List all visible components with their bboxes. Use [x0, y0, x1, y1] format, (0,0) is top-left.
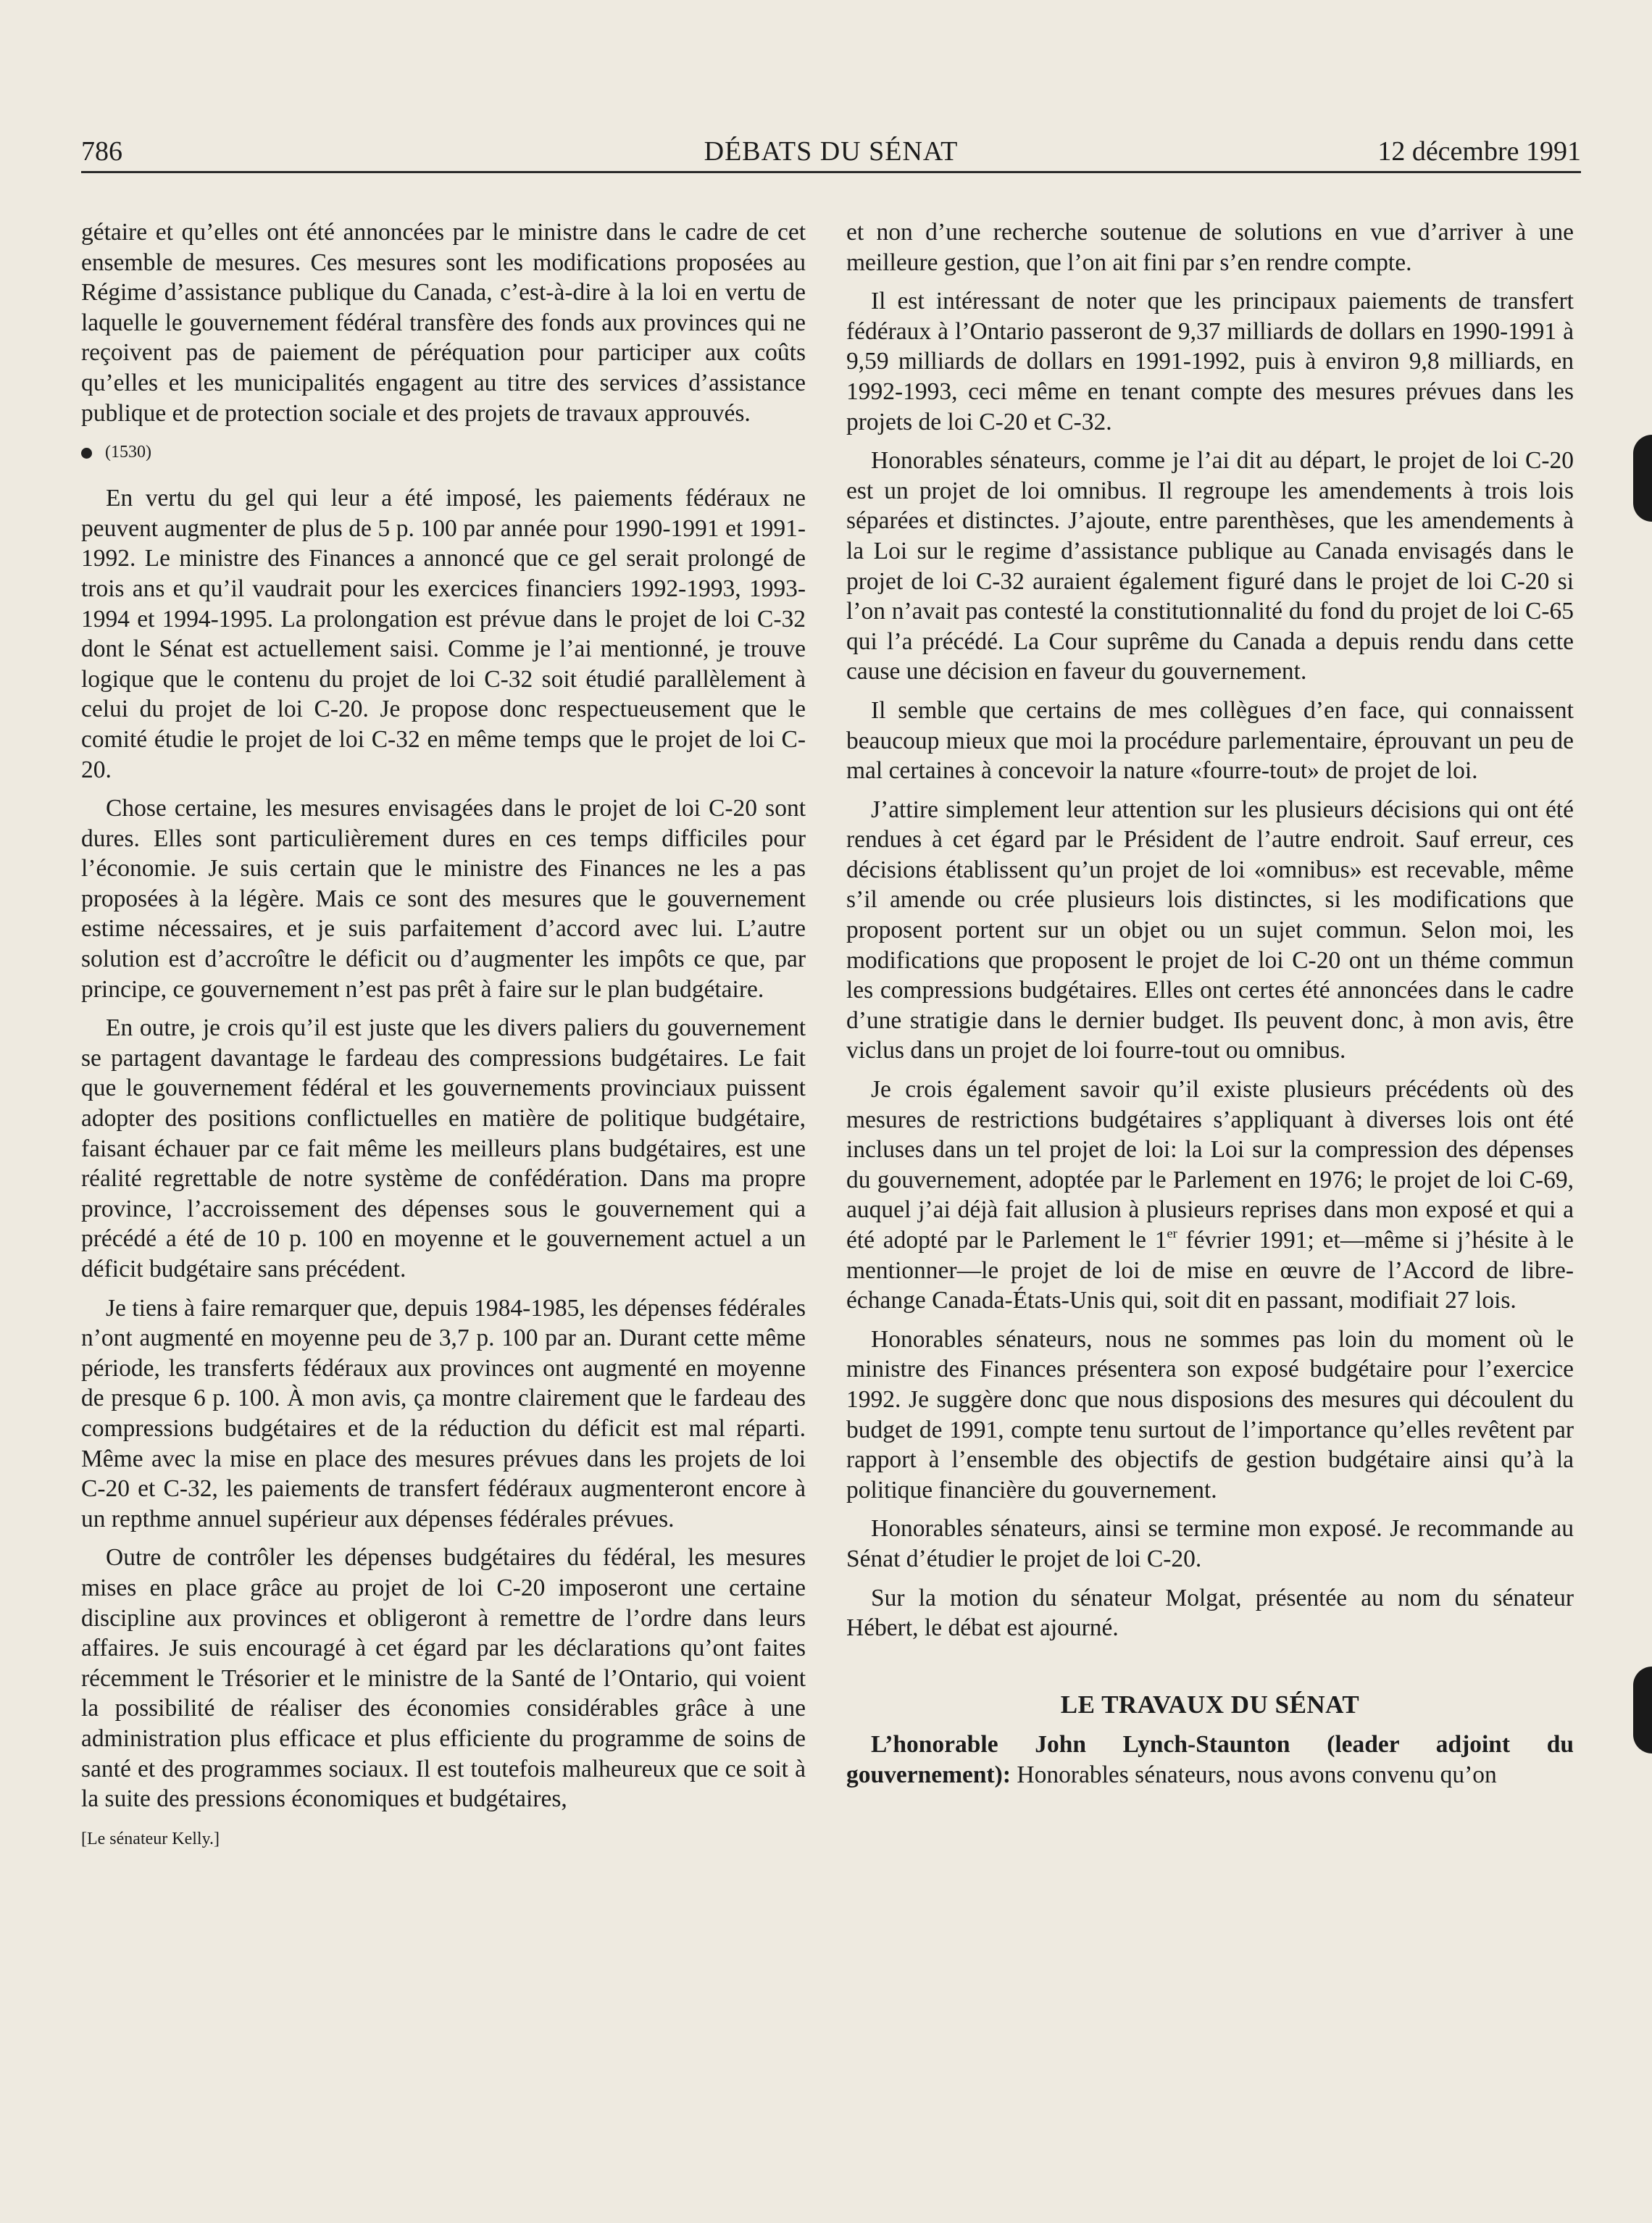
superscript: er [1167, 1226, 1177, 1241]
paragraph: Honorables sénateurs, nous ne sommes pas loin du moment où le ministre des Finances présentera son exposé budgétaire pour l’exercice 1992. Je suggère donc que nous disposions des mesures qui découlent du budget de 1991, compte tenu surtout de l’importance qu’elles revêtent par rapport à l’ensemble des objectifs de gestion budgétaire ainsi qu’à la politique financière du gouvernement. [846, 1325, 1574, 1503]
paragraph: Il est intéressant de noter que les principaux paiements de transfert fédéraux à l’Ontario passeront de 9,37 milliards de dollars en 1990-1991 à 9,59 milliards de dollars en 1991-1992, puis à environ 9,8 milliards, en 1992-1993, ceci même en tenant compte des mesures prévues dans les projets de loi C-20 et C-32. [846, 288, 1574, 435]
paragraph-text: Honorables sénateurs, nous avons convenu qu’on [1011, 1761, 1497, 1788]
paragraph: Outre de contrôler les dépenses budgétaires du fédéral, les mesures mises en place grâce au projet de loi C-20 imposeront une certaine discipline aux provinces et obligeront à remettre de l’ordre dans leurs affaires. Je suis encouragé à cet égard par les déclarations qu’ont faites récemment le Trésorier et le ministre de la Santé de l’Ontario, qui voient la possibilité de réaliser des économies considérables grâce à une administration plus efficace et plus efficiente du programme de soins de santé et des programmes sociaux. Il est toutefois malheureux que ce soit à la suite des pressions économiques et budgétaires, [81, 1544, 806, 1813]
paragraph: En vertu du gel qui leur a été imposé, les paiements fédéraux ne peuvent augmenter de plus de 5 p. 100 par année pour 1990-1991 et 1991-1992. Le ministre des Finances a annoncé que ce gel serait prolongé de trois ans et qu’il vaudrait pour les exercices financiers 1992-1993, 1993-1994 et 1994-1995. La prolongation est prévue dans le projet de loi C-32 dont le Sénat est actuellement saisi. Comme je l’ai mentionné, je trouve logique que le contenu du projet de loi C-32 soit étudié parallèlement à celui du projet de loi C-20. Je propose donc respectueusement que le comité étudie le projet de loi C-32 en même temps que le projet de loi C-20. [81, 485, 806, 783]
page-date: 12 décembre 1991 [1377, 136, 1581, 167]
time-marker-label: (1530) [105, 443, 151, 462]
section-heading: LE TRAVAUX DU SÉNAT [1060, 1690, 1360, 1719]
page-number: 786 [81, 136, 122, 167]
paragraph: Honorables sénateurs, comme je l’ai dit au départ, le projet de loi C-20 est un projet de loi omnibus. Il regroupe les amendements à trois lois séparées et distinctes. J’ajoute, entre parenthèses, que les amendements à la Loi sur le regime d’assistance publique au Canada envisagés dans le projet de loi C-32 auraient également figuré dans le projet de loi C-20 si l’on n’avait pas contesté la constitutionnalité du fond du projet de loi C-65 qui l’a précédé. La Cour suprême du Canada a depuis rendu dans cette cause une décision en faveur du gouvernement. [846, 447, 1574, 685]
time-marker [81, 441, 806, 463]
speaker-footer: [Le sénateur Kelly.] [81, 1829, 220, 1848]
paragraph: Sur la motion du sénateur Molgat, présentée au nom du sénateur Hébert, le débat est ajourné. [846, 1584, 1574, 1642]
paragraph [846, 1730, 1574, 1790]
left-column [81, 217, 806, 1854]
paragraph: Honorables sénateurs, ainsi se termine mon exposé. Je recommande au Sénat d’étudier le projet de loi C-20. [846, 1515, 1574, 1572]
binding-mark [1633, 1667, 1652, 1753]
paragraph: Je tiens à faire remarquer que, depuis 1984-1985, les dépenses fédérales n’ont augmenté en moyenne peu de 3,7 p. 100 par an. Durant cette même période, les transferts fédéraux aux provinces ont augmenté en moyenne de presque 6 p. 100. À mon avis, ça montre clairement que le fardeau des compressions budgétaires et de la réduction du déficit est mal réparti. Même avec la mise en place des mesures prévues dans les projets de loi C-20 et C-32, les paiements de transfert fédéraux augmenteront encore à un repthme annuel supérieur aux dépenses fédérales prévues. [81, 1294, 806, 1532]
paragraph: Chose certaine, les mesures envisagées dans le projet de loi C-20 sont dures. Elles sont particulièrement dures en ces temps difficiles pour l’économie. Je suis certain que le ministre des Finances ne les a pas proposées à la légère. Mais ce sont des mesures que le gouvernement estime nécessaires, et je suis parfaitement d’accord avec lui. L’autre solution est d’accroître le déficit ou d’augmenter les impôts ce que, par principe, ce gouvernement n’est pas prêt à faire sur le plan budgétaire. [81, 795, 806, 1003]
paragraph: J’attire simplement leur attention sur les plusieurs décisions qui ont été rendues à cet égard par le Président de l’autre endroit. Sauf erreur, ces décisions établissent qu’un projet de loi «omnibus» est recevable, même s’il amende ou crée plusieurs lois distinctes, si les modifications que proposent portent sur un objet ou un sujet commun. Selon moi, les modifications que proposent le projet de loi C-20 ont un théme commun les compressions budgétaires. Elles ont certes été annoncées dans le cadre d’une stratigie dans le dernier budget. Ils peuvent donc, à mon avis, être viclus dans un projet de loi fourre-tout ou omnibus. [846, 796, 1574, 1064]
paragraph: En outre, je crois qu’il est juste que les divers paliers du gouvernement se partagent davantage le fardeau des compressions budgétaires. Le fait que le gouvernement fédéral et les gouvernements provinciaux puissent adopter des positions conflictuelles en matière de politique budgétaire, faisant échauer par ce fait même les meilleurs plans budgétaires, est une réalité regrettable de notre système de confédération. Dans ma propre province, l’accroissement des dépenses sous le gouvernement qui a précédé a été de 10 p. 100 en moyenne et le gouvernement actuel a un déficit budgétaire sans précédent. [81, 1014, 806, 1282]
paragraph-text: février 1991; et—même si j’hésite à le mentionner—le projet de loi de mise en œuvre de l’Accord de libre-échange Canada-États-Unis qui, soit dit en passant, modifiait 27 lois. [846, 1227, 1574, 1314]
bullet-icon [81, 448, 92, 459]
page-header [81, 133, 1581, 170]
paragraph-text: Je crois également savoir qu’il existe plusieurs précédents où des mesures de restrictions budgétaires s’appliquant à diverses lois ont été incluses dans un tel projet de loi: la Loi sur la compression des dépenses du gouvernement, adoptée par le Parlement en 1976; le projet de loi C-69, auquel j’ai déjà fait allusion à plusieurs reprises dans mon exposé et qui a été adopté par le Parlement le 1 [846, 1076, 1574, 1254]
paragraph: gétaire et qu’elles ont été annoncées par le ministre dans le cadre de cet ensemble de mesures. Ces mesures sont les modifications proposées au Régime d’assistance publique du Canada, c’est-à-dire à la loi en vertu de laquelle le gouvernement fédéral transfère des fonds aux provinces qui ne reçoivent pas de paiement de péréquation pour participer aux coûts qu’elles et les municipalités engagent au titre des services d’assistance publique et de protection sociale et des projets de travaux approuvés. [81, 219, 806, 427]
paragraph: et non d’une recherche soutenue de solutions en vue d’arriver à une meilleure gestion, que l’on ait fini par s’en rendre compte. [846, 219, 1574, 276]
header-rule [81, 171, 1581, 173]
paragraph [846, 1075, 1574, 1316]
binding-mark [1633, 435, 1652, 522]
journal-title: DÉBATS DU SÉNAT [704, 136, 959, 167]
paragraph: Il semble que certains de mes collègues d’en face, qui connaissent beaucoup mieux que moi la procédure parlementaire, éprouvant un peu de mal certaines à concevoir la nature «fourre-tout» de projet de loi. [846, 696, 1574, 785]
right-column [846, 217, 1574, 1799]
speaker-name: L’honorable John Lynch-Staunton (leader adjoint du gouvernement): [846, 1731, 1574, 1788]
